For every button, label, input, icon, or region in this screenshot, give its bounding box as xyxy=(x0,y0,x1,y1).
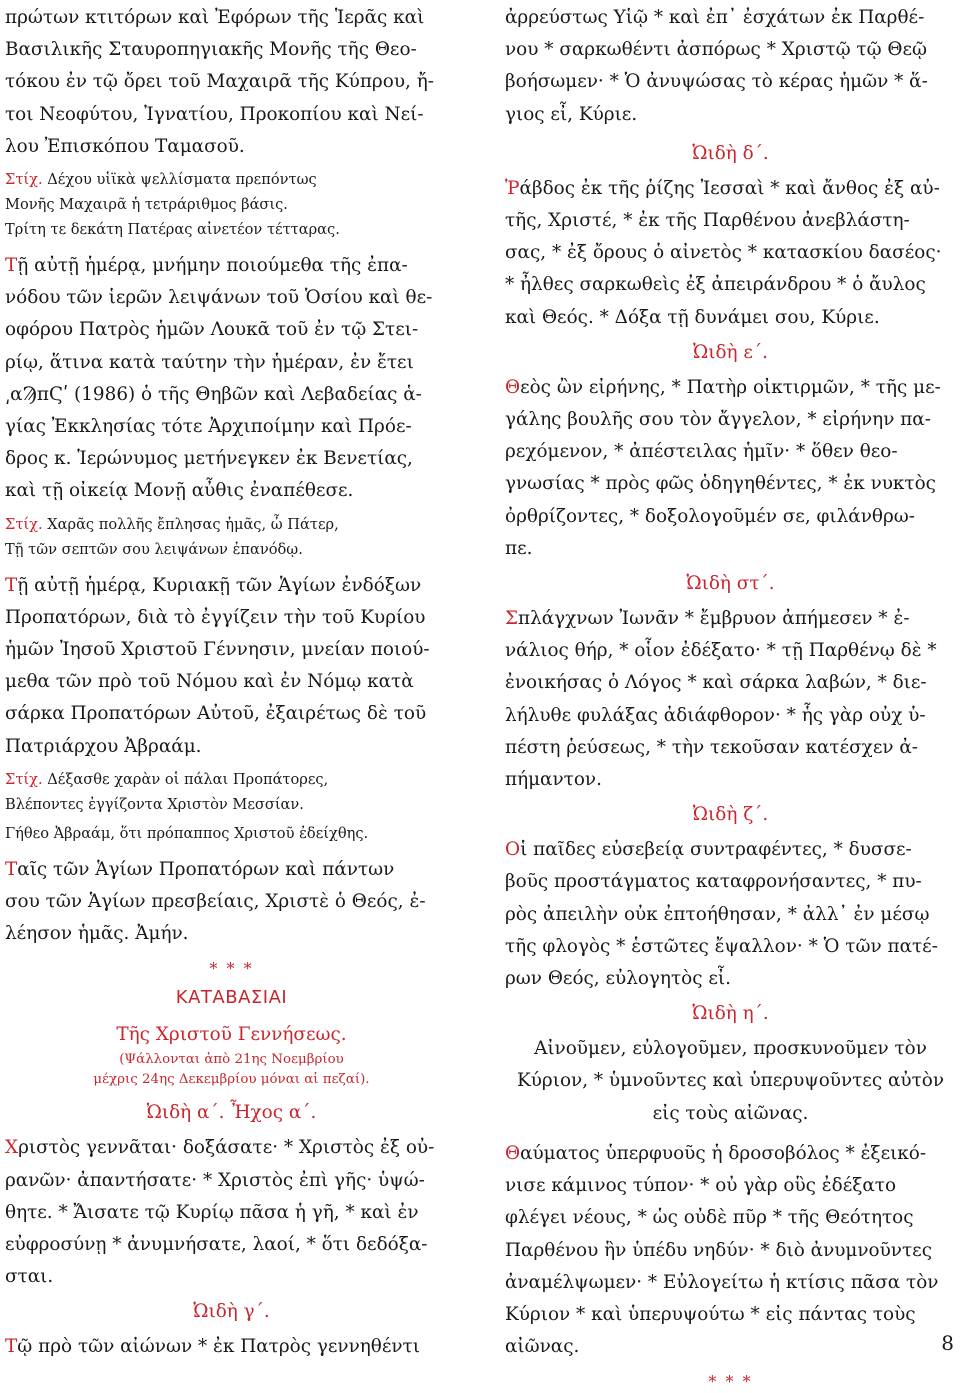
ode-1-title: Ὠιδὴ α΄. Ἦχος α΄. xyxy=(146,1102,317,1124)
ode-7-title: Ὠιδὴ ζ΄. xyxy=(692,804,769,826)
ode-8-text: Αἰνοῦμεν, εὐλογοῦμεν, προσκυνοῦμεν τὸν Κύριον, * ὑμνοῦντες καὶ ὑπερυψοῦντες αὐτὸν εἰς τοὺς αἰῶνας. xyxy=(517,1038,944,1124)
katavasiai-heading: ΚΑΤΑΒΑΣΙΑΙ xyxy=(175,987,288,1009)
left-column xyxy=(5,2,458,1364)
verse-stix-2: Στίχ. Χαρᾶς πολλῆς ἔπλησας ἡμᾶς, ὦ Πάτερ, Τῇ τῶν σεπτῶν σου λειψάνων ἐπανόδῳ. xyxy=(5,515,339,558)
ode-6-title: Ὠιδὴ στ΄. xyxy=(686,573,775,595)
verse-stix-1: Στίχ. Δέχου υἱϊκὰ ψελλίσματα πρεπόντως Μονῆς Μαχαιρᾶ ἡ τετράριθμος βάσις. Τρίτη τε δεκάτη Πατέρας αἰνετέον τέτταρας. xyxy=(5,171,340,239)
right-column xyxy=(505,2,956,1393)
ode-3-title: Ὠιδὴ γ΄. xyxy=(193,1301,270,1323)
rubric-note: (Ψάλλονται ἀπὸ 21ης Νοεμβρίου μέχρις 24ης Δεκεμβρίου μόναι αἱ πεζαί). xyxy=(93,1052,370,1088)
ode-1-text: Χριστὸς γεννᾶται· δοξάσατε· * Χριστὸς ἐξ οὐ- ρανῶν· ἀπαντήσατε· * Χριστὸς ἐπὶ γῆς· ὑψώ- θητε. * Ἄισατε τῷ Κυρίῳ πᾶσα ἡ γῆ, * καὶ ἐν εὐφροσύνῃ * ἀνυμνήσατε, λαοί, * ὅτι δεδόξα- σται. xyxy=(5,1137,435,1288)
ode-4-text: Ῥάβδος ἐκ τῆς ῥίζης Ἰεσσαὶ * καὶ ἄνθος ἐξ αὐ- τῆς, Χριστέ, * ἐκ τῆς Παρθένου ἀνεβλάστη- σας, * ἐξ ὄρους ὁ αἰνετὸς * κατασκίου δασέος· * ἦλθες σαρκωθεὶς ἐξ ἀπειράνδρου * ὁ ἄυλος καὶ Θεός. * Δόξα τῇ δυνάμει σου, Κύριε. xyxy=(505,177,942,328)
ode-3-text-cont: ἀρρεύστως Υἱῷ * καὶ ἐπ᾽ ἐσχάτων ἐκ Παρθέ- νου * σαρκωθέντι ἀσπόρως * Χριστῷ τῷ Θεῷ βοήσωμεν· * Ὁ ἀνυψώσας τὸ κέρας ἡμῶν * ἅ- γιος εἶ, Κύριε. xyxy=(505,7,928,125)
page-number: 8 xyxy=(941,1331,954,1355)
feast-title: Τῆς Χριστοῦ Γεννήσεως. xyxy=(116,1024,347,1046)
end-divider: * * * xyxy=(708,1372,753,1392)
paragraph-relics: Τῇ αὐτῇ ἡμέρᾳ, μνήμην ποιούμεθα τῆς ἐπα- νόδου τῶν ἱερῶν λειψάνων τοῦ Ὁσίου καὶ θε- οφόρου Πατρὸς ἡμῶν Λουκᾶ τοῦ ἐν τῷ Στει- ρίῳ, ἅτινα κατὰ ταύτην τὴν ἡμέραν, ἐν ἔτει ͵αϠπϚʹ (1986) ὁ τῆς Θηβῶν καὶ Λεβαδείας ἁ- γίας Ἐκκλησίας τότε Ἀρχιποίμην καὶ Πρόε- δρος κ. Ἱερώνυμος μετήνεγκεν ἐκ Βενετίας, καὶ τῇ οἰκείᾳ Μονῇ αὖθις ἐναπέθεσε. xyxy=(5,255,433,502)
ode-6-text: Σπλάγχνων Ἰωνᾶν * ἔμβρυον ἀπήμεσεν * ἐ- νάλιος θήρ, * οἷον ἐδέξατο· * τῇ Παρθένῳ δὲ * ἐνοικήσας ὁ Λόγος * καὶ σάρκα λαβών, * διε- λήλυθε φυλάξας ἀδιάφθορον· * ἧς γὰρ οὐχ ὑ- πέστη ῥεύσεως, * τὴν τεκοῦσαν κατέσχεν ἀ- πήμαντον. xyxy=(505,608,937,791)
paragraph-intercessions: Ταῖς τῶν Ἁγίων Προπατόρων καὶ πάντων σου τῶν Ἁγίων πρεσβείαις, Χριστὲ ὁ Θεός, ἐ- λέησον ἡμᾶς. Ἀμήν. xyxy=(5,858,426,945)
paragraph-founders: πρώτων κτιτόρων καὶ Ἐφόρων τῆς Ἱερᾶς καὶ Βασιλικῆς Σταυροπηγιακῆς Μονῆς τῆς Θεο- τόκου ἐν τῷ ὄρει τοῦ Μαχαιρᾶ τῆς Κύπρου, ἤ- τοι Νεοφύτου, Ἰγνατίου, Προκοπίου καὶ Νεί- λου Ἐπισκόπου Ταμασοῦ. xyxy=(5,7,434,157)
paragraph-forefathers: Τῇ αὐτῇ ἡμέρᾳ, Κυριακῇ τῶν Ἁγίων ἐνδόξων Προπατόρων, διὰ τὸ ἐγγίζειν τὴν τοῦ Κυρίου ἡμῶν Ἰησοῦ Χριστοῦ Γέννησιν, μνείαν ποιού- μεθα τῶν πρὸ τοῦ Νόμου καὶ ἐν Νόμῳ κατὰ σάρκα Προπατόρων Αὐτοῦ, ἐξαιρέτως δὲ τοῦ Πατριάρχου Ἀβραάμ. xyxy=(5,574,430,757)
ode-3-text-start: Τῷ πρὸ τῶν αἰώνων * ἐκ Πατρὸς γεννηθέντι xyxy=(5,1336,420,1358)
ode-8-title: Ὠιδὴ η΄. xyxy=(692,1003,769,1025)
ode-5-text: Θεὸς ὢν εἰρήνης, * Πατὴρ οἰκτιρμῶν, * τῆς με- γάλης βουλῆς σου τὸν ἄγγελον, * εἰρήνην πα- ρεχόμενον, * ἀπέστειλας ἡμῖν· * ὅθεν θεο- γνωσίας * πρὸς φῶς ὁδηγηθέντες, * ἐκ νυκτὸς ὀρθρίζοντες, * δοξολογοῦμέν σε, φιλάνθρω- πε. xyxy=(505,376,941,559)
ode-7-text: Οἱ παῖδες εὐσεβείᾳ συντραφέντες, * δυσσε- βοῦς προστάγματος καταφρονήσαντες, * πυ- ρὸς ἀπειλὴν οὐκ ἐπτοήθησαν, * ἀλλ᾽ ἐν μέσῳ τῆς φλογὸς * ἑστῶτες ἔψαλλον· * Ὁ τῶν πατέ- ρων Θεός, εὐλογητὸς εἶ. xyxy=(505,839,938,990)
verse-stix-3: Στίχ. Δέξασθε χαρὰν οἱ πάλαι Προπάτορες, Βλέποντες ἐγγίζοντα Χριστὸν Μεσσίαν. xyxy=(5,770,329,813)
verse-abraham: Γήθεο Ἀβραάμ, ὅτι πρόπαππος Χριστοῦ ἐδείχθης. xyxy=(5,824,369,842)
ode-4-title: Ὠιδὴ δ΄. xyxy=(692,142,769,164)
ode-5-title: Ὠιδὴ ε΄. xyxy=(693,341,768,363)
ode-9-text: Θαύματος ὑπερφυοῦς ἡ δροσοβόλος * ἐξεικό- νισε κάμινος τύπον· * οὐ γὰρ οὓς ἐδέξατο φλέγει νέους, * ὡς οὐδὲ πῦρ * τῆς Θεότητος Παρθένου ἣν ὑπέδυ νηδύν· * διὸ ἀνυμνοῦντες ἀναμέλψωμεν· * Εὐλογείτω ἡ κτίσις πᾶσα τὸν Κύριον * καὶ ὑπερυψούτω * εἰς πάντας τοὺς αἰῶνας. xyxy=(505,1142,939,1358)
section-divider: * * * xyxy=(209,959,254,979)
